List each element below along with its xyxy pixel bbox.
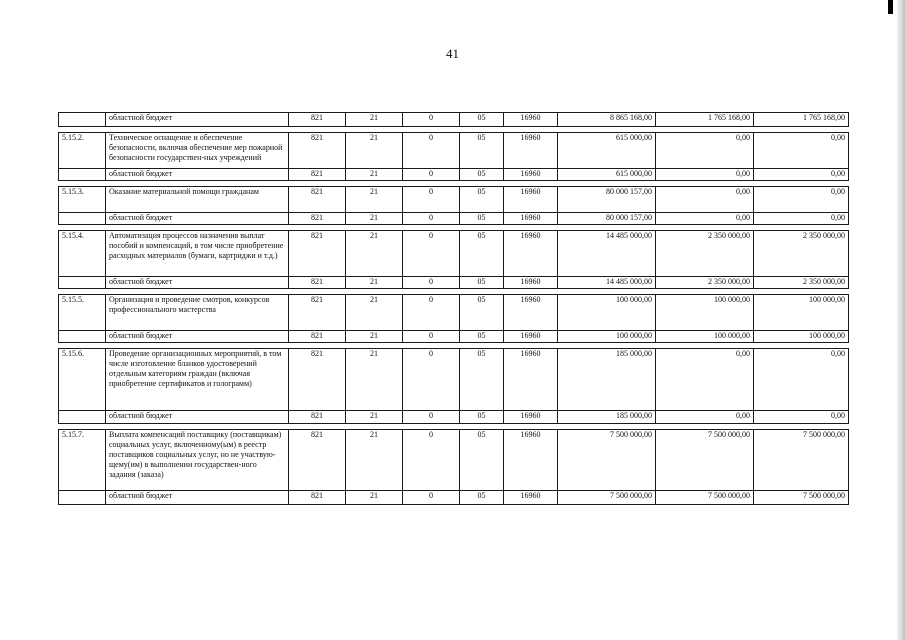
expense-type-cell: 05 (460, 411, 504, 424)
amount-year-3-cell: 100 000,00 (754, 331, 849, 343)
section-code-cell: 21 (346, 187, 403, 213)
row-name-cell: Проведение организационных мероприятий, в том числе изготовление бланков удостоверений отдельным категориям граждан (включая приобретение сертификатов и голограмм) (106, 349, 289, 411)
amount-year-1-cell: 7 500 000,00 (558, 491, 656, 505)
row-name-cell: Техническое оснащение и обеспечение безопасности, включая обеспечение мер пожарной безопасности государствен-ных учреждений (106, 133, 289, 169)
table-row-item (59, 187, 849, 213)
amount-year-2-cell: 0,00 (656, 169, 754, 181)
table-row-budget (59, 331, 849, 343)
section-code-cell: 21 (346, 430, 403, 491)
amount-year-3-cell: 2 350 000,00 (754, 231, 849, 277)
article-code-cell: 16960 (504, 213, 558, 225)
admin-code-cell: 821 (289, 187, 346, 213)
admin-code-cell: 821 (289, 213, 346, 225)
admin-code-cell: 821 (289, 133, 346, 169)
admin-code-cell: 821 (289, 491, 346, 505)
row-number-cell: 5.15.2. (59, 133, 106, 169)
expense-type-cell: 05 (460, 169, 504, 181)
section-code-cell: 21 (346, 133, 403, 169)
section-code-cell: 21 (346, 113, 403, 127)
table-row-item (59, 430, 849, 491)
amount-year-1-cell: 7 500 000,00 (558, 430, 656, 491)
amount-year-1-cell: 100 000,00 (558, 331, 656, 343)
amount-year-1-cell: 185 000,00 (558, 349, 656, 411)
expense-type-cell: 05 (460, 213, 504, 225)
section-code-cell: 21 (346, 411, 403, 424)
row-number-cell (59, 491, 106, 505)
subsection-code-cell: 0 (403, 349, 460, 411)
row-name-cell: областной бюджет (106, 213, 289, 225)
row-name-cell: областной бюджет (106, 169, 289, 181)
article-code-cell: 16960 (504, 411, 558, 424)
amount-year-2-cell: 0,00 (656, 133, 754, 169)
article-code-cell: 16960 (504, 349, 558, 411)
amount-year-3-cell: 100 000,00 (754, 295, 849, 331)
expense-type-cell: 05 (460, 491, 504, 505)
expense-type-cell: 05 (460, 113, 504, 127)
amount-year-2-cell: 2 350 000,00 (656, 277, 754, 289)
subsection-code-cell: 0 (403, 187, 460, 213)
expense-type-cell: 05 (460, 187, 504, 213)
amount-year-3-cell: 0,00 (754, 213, 849, 225)
row-name-cell: областной бюджет (106, 113, 289, 127)
row-number-cell (59, 169, 106, 181)
amount-year-3-cell: 1 765 168,00 (754, 113, 849, 127)
expense-type-cell: 05 (460, 349, 504, 411)
article-code-cell: 16960 (504, 169, 558, 181)
section-code-cell: 21 (346, 295, 403, 331)
subsection-code-cell: 0 (403, 133, 460, 169)
subsection-code-cell: 0 (403, 213, 460, 225)
subsection-code-cell: 0 (403, 231, 460, 277)
subsection-code-cell: 0 (403, 169, 460, 181)
subsection-code-cell: 0 (403, 411, 460, 424)
table-row-budget (59, 213, 849, 225)
subsection-code-cell: 0 (403, 277, 460, 289)
row-name-cell: областной бюджет (106, 277, 289, 289)
row-number-cell (59, 277, 106, 289)
expense-type-cell: 05 (460, 133, 504, 169)
row-number-cell (59, 113, 106, 127)
amount-year-2-cell: 0,00 (656, 411, 754, 424)
table-row-budget (59, 491, 849, 505)
row-number-cell: 5.15.4. (59, 231, 106, 277)
table-row-item (59, 133, 849, 169)
amount-year-1-cell: 14 485 000,00 (558, 277, 656, 289)
amount-year-3-cell: 7 500 000,00 (754, 430, 849, 491)
amount-year-2-cell: 100 000,00 (656, 331, 754, 343)
amount-year-2-cell: 7 500 000,00 (656, 430, 754, 491)
amount-year-1-cell: 615 000,00 (558, 133, 656, 169)
amount-year-1-cell: 80 000 157,00 (558, 213, 656, 225)
subsection-code-cell: 0 (403, 113, 460, 127)
scan-corner-mark (888, 0, 893, 14)
amount-year-3-cell: 0,00 (754, 133, 849, 169)
admin-code-cell: 821 (289, 231, 346, 277)
row-name-cell: Автоматизация процессов назначения выплат пособий и компенсаций, в том числе приобретение расходных материалов (бумаги, картриджи и т.д.) (106, 231, 289, 277)
admin-code-cell: 821 (289, 169, 346, 181)
row-number-cell (59, 213, 106, 225)
article-code-cell: 16960 (504, 133, 558, 169)
table-row-budget (59, 169, 849, 181)
article-code-cell: 16960 (504, 113, 558, 127)
amount-year-3-cell: 0,00 (754, 411, 849, 424)
admin-code-cell: 821 (289, 349, 346, 411)
admin-code-cell: 821 (289, 411, 346, 424)
row-number-cell: 5.15.7. (59, 430, 106, 491)
table-row-item (59, 231, 849, 277)
row-number-cell: 5.15.6. (59, 349, 106, 411)
table-row-item (59, 349, 849, 411)
page-number: 41 (446, 46, 459, 61)
budget-table (58, 112, 849, 505)
table-row-budget (59, 411, 849, 424)
amount-year-2-cell: 1 765 168,00 (656, 113, 754, 127)
admin-code-cell: 821 (289, 113, 346, 127)
section-code-cell: 21 (346, 213, 403, 225)
subsection-code-cell: 0 (403, 295, 460, 331)
article-code-cell: 16960 (504, 231, 558, 277)
article-code-cell: 16960 (504, 331, 558, 343)
amount-year-1-cell: 8 865 168,00 (558, 113, 656, 127)
scan-page-edge (897, 0, 905, 640)
section-code-cell: 21 (346, 169, 403, 181)
amount-year-2-cell: 0,00 (656, 213, 754, 225)
row-name-cell: Организация и проведение смотров, конкурсов профессионального мастерства (106, 295, 289, 331)
section-code-cell: 21 (346, 491, 403, 505)
admin-code-cell: 821 (289, 277, 346, 289)
amount-year-2-cell: 2 350 000,00 (656, 231, 754, 277)
budget-table-body (59, 113, 849, 505)
subsection-code-cell: 0 (403, 331, 460, 343)
expense-type-cell: 05 (460, 295, 504, 331)
expense-type-cell: 05 (460, 231, 504, 277)
amount-year-3-cell: 0,00 (754, 169, 849, 181)
article-code-cell: 16960 (504, 491, 558, 505)
row-number-cell (59, 411, 106, 424)
amount-year-1-cell: 615 000,00 (558, 169, 656, 181)
article-code-cell: 16960 (504, 430, 558, 491)
row-number-cell: 5.15.3. (59, 187, 106, 213)
row-name-cell: областной бюджет (106, 491, 289, 505)
table-row-budget (59, 113, 849, 127)
amount-year-2-cell: 7 500 000,00 (656, 491, 754, 505)
amount-year-3-cell: 0,00 (754, 187, 849, 213)
amount-year-1-cell: 80 000 157,00 (558, 187, 656, 213)
section-code-cell: 21 (346, 231, 403, 277)
amount-year-2-cell: 0,00 (656, 187, 754, 213)
article-code-cell: 16960 (504, 295, 558, 331)
row-number-cell (59, 331, 106, 343)
row-name-cell: областной бюджет (106, 411, 289, 424)
amount-year-3-cell: 2 350 000,00 (754, 277, 849, 289)
expense-type-cell: 05 (460, 331, 504, 343)
article-code-cell: 16960 (504, 187, 558, 213)
amount-year-3-cell: 7 500 000,00 (754, 491, 849, 505)
admin-code-cell: 821 (289, 430, 346, 491)
section-code-cell: 21 (346, 277, 403, 289)
amount-year-2-cell: 0,00 (656, 349, 754, 411)
amount-year-3-cell: 0,00 (754, 349, 849, 411)
section-code-cell: 21 (346, 331, 403, 343)
row-number-cell: 5.15.5. (59, 295, 106, 331)
admin-code-cell: 821 (289, 295, 346, 331)
table-row-item (59, 295, 849, 331)
article-code-cell: 16960 (504, 277, 558, 289)
admin-code-cell: 821 (289, 331, 346, 343)
amount-year-1-cell: 14 485 000,00 (558, 231, 656, 277)
section-code-cell: 21 (346, 349, 403, 411)
row-name-cell: Выплата компенсаций поставщику (поставщикам) социальных услуг, включенному(ым) в реестр поставщиков социальных услуг, но не участвую-щему(им) в выполнении государствен-ного задания (заказа) (106, 430, 289, 491)
expense-type-cell: 05 (460, 277, 504, 289)
amount-year-1-cell: 185 000,00 (558, 411, 656, 424)
row-name-cell: областной бюджет (106, 331, 289, 343)
amount-year-1-cell: 100 000,00 (558, 295, 656, 331)
table-row-budget (59, 277, 849, 289)
row-name-cell: Оказание материальной помощи гражданам (106, 187, 289, 213)
subsection-code-cell: 0 (403, 491, 460, 505)
subsection-code-cell: 0 (403, 430, 460, 491)
expense-type-cell: 05 (460, 430, 504, 491)
amount-year-2-cell: 100 000,00 (656, 295, 754, 331)
